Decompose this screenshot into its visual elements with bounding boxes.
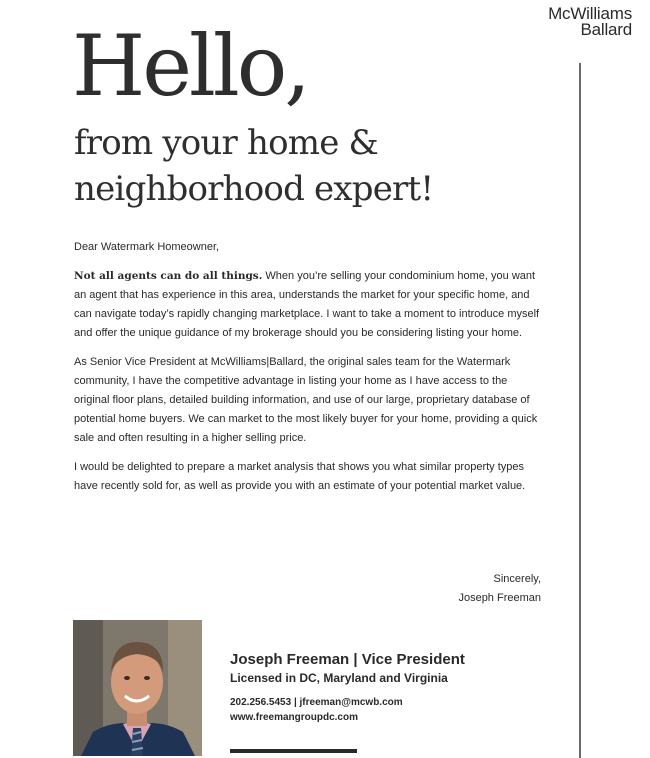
logo-line-1: McWilliams <box>548 4 632 23</box>
salutation: Dear Watermark Homeowner, <box>74 241 220 253</box>
vertical-divider <box>579 63 581 758</box>
paragraph-1 <box>74 267 542 343</box>
agent-contact[interactable]: 202.256.5453 | jfreeman@mcwb.com <box>230 697 403 708</box>
subheadline <box>74 120 433 212</box>
card-underline <box>230 749 357 753</box>
agent-photo <box>73 620 202 756</box>
agent-card <box>230 650 550 725</box>
paragraph-1-lead: Not all agents can do all things. <box>74 270 263 282</box>
brand-logo <box>548 6 632 38</box>
closing: Sincerely, <box>493 573 541 585</box>
headline: Hello, <box>72 17 308 115</box>
subheadline-line-1: from your home & <box>74 123 378 163</box>
agent-license: Licensed in DC, Maryland and Virginia <box>230 671 448 685</box>
signature: Joseph Freeman <box>458 592 541 604</box>
subheadline-line-2: neighborhood expert! <box>74 169 434 209</box>
logo-line-2: Ballard <box>580 20 632 39</box>
paragraph-1-body: When you’re selling your condominium home, you want an agent that has experience in this area, understands the market for your specific home, and can navigate today’s rapidly changing marketplace. I want to take a moment to introduce myself and offer the unique guidance of my brokerage should you be considering listing your home. <box>74 270 540 339</box>
agent-website-link[interactable]: www.freemangroupdc.com <box>230 712 358 723</box>
letter-body <box>74 238 542 506</box>
agent-portrait-icon <box>73 620 202 756</box>
paragraph-2: As Senior Vice President at McWilliams|Ballard, the original sales team for the Watermark community, I have the competitive advantage in listing your home as I have access to the original floor plans, detailed building information, and use of our large, proprietary database of potential home buyers. We can market to the most likely buyer for your home, providing a quick sale and often resulting in a higher selling price. <box>74 356 538 444</box>
paragraph-3: I would be delighted to prepare a market analysis that shows you what similar property types have recently sold for, as well as provide you with an estimate of your potential market value. <box>74 461 526 492</box>
agent-name-title: Joseph Freeman | Vice President <box>230 651 465 668</box>
signoff <box>360 570 541 608</box>
